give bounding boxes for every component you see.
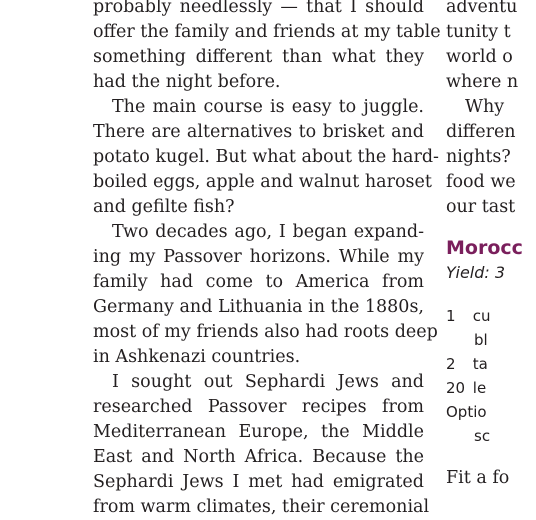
recipe-title: Morocc <box>446 237 523 259</box>
article-line: and gefilte fish? <box>93 197 235 217</box>
ingredient-qty: 2 <box>446 355 456 373</box>
ingredient-line <box>446 376 536 400</box>
ingredient-text: ta <box>472 355 488 373</box>
sidebar-line: food we <box>446 172 516 192</box>
ingredient-text: Optio <box>446 403 487 421</box>
sidebar-line: nights? <box>446 147 511 167</box>
sidebar-line: Why <box>465 97 505 117</box>
sidebar-line: differen <box>446 122 516 142</box>
article-line: from warm climates, their ceremonial <box>93 497 430 517</box>
article-line: in Ashkenazi countries. <box>93 347 301 367</box>
article-line: Mediterranean Europe, the Middle <box>93 422 424 442</box>
ingredient-text: cu <box>472 307 491 325</box>
article-line: I sought out Sephardi Jews and <box>112 372 424 392</box>
article-line: probably needlessly — that I should <box>93 0 424 17</box>
article-line: boiled eggs, apple and walnut haroset <box>93 172 432 192</box>
sidebar-line: where n <box>446 72 519 92</box>
ingredient-line <box>446 328 536 352</box>
article-line: family had come to America from <box>93 272 424 292</box>
article-line: researched Passover recipes from <box>93 397 424 417</box>
article-line: There are alternatives to brisket and <box>93 122 424 142</box>
article-line: Germany and Lithuania in the 1880s, <box>93 297 424 317</box>
article-line: ing my Passover horizons. While my <box>93 247 424 267</box>
article-line: East and North Africa. Because the <box>93 447 424 467</box>
article-line: had the night before. <box>93 72 281 92</box>
ingredient-text: bl <box>474 331 488 349</box>
sidebar-column <box>446 0 536 491</box>
sidebar-line: our tast <box>446 197 516 217</box>
recipe-yield: Yield: 3 <box>446 263 506 282</box>
sidebar-line: tunity t <box>446 22 511 42</box>
article-line: most of my friends also had roots deep <box>93 322 438 342</box>
ingredient-qty: 20 <box>446 379 466 397</box>
ingredient-text: le <box>472 379 487 397</box>
article-line: Sephardi Jews I met had emigrated <box>93 472 424 492</box>
article-line: something different than what they <box>93 47 424 67</box>
article-line: offer the family and friends at my table <box>93 22 441 42</box>
ingredient-line <box>446 304 536 328</box>
article-line: potato kugel. But what about the hard- <box>93 147 439 167</box>
ingredient-text: sc <box>474 427 491 445</box>
ingredient-line <box>446 424 536 448</box>
article-line: Two decades ago, I began expand- <box>112 222 424 242</box>
article-column <box>93 0 441 520</box>
sidebar-line: adventu <box>446 0 518 17</box>
ingredient-qty: 1 <box>446 307 456 325</box>
sidebar-instruction-line: Fit a fo <box>446 468 510 488</box>
article-line: The main course is easy to juggle. <box>112 97 424 117</box>
sidebar-line: world o <box>446 47 513 67</box>
ingredient-line <box>446 352 536 376</box>
ingredient-line <box>446 400 536 424</box>
